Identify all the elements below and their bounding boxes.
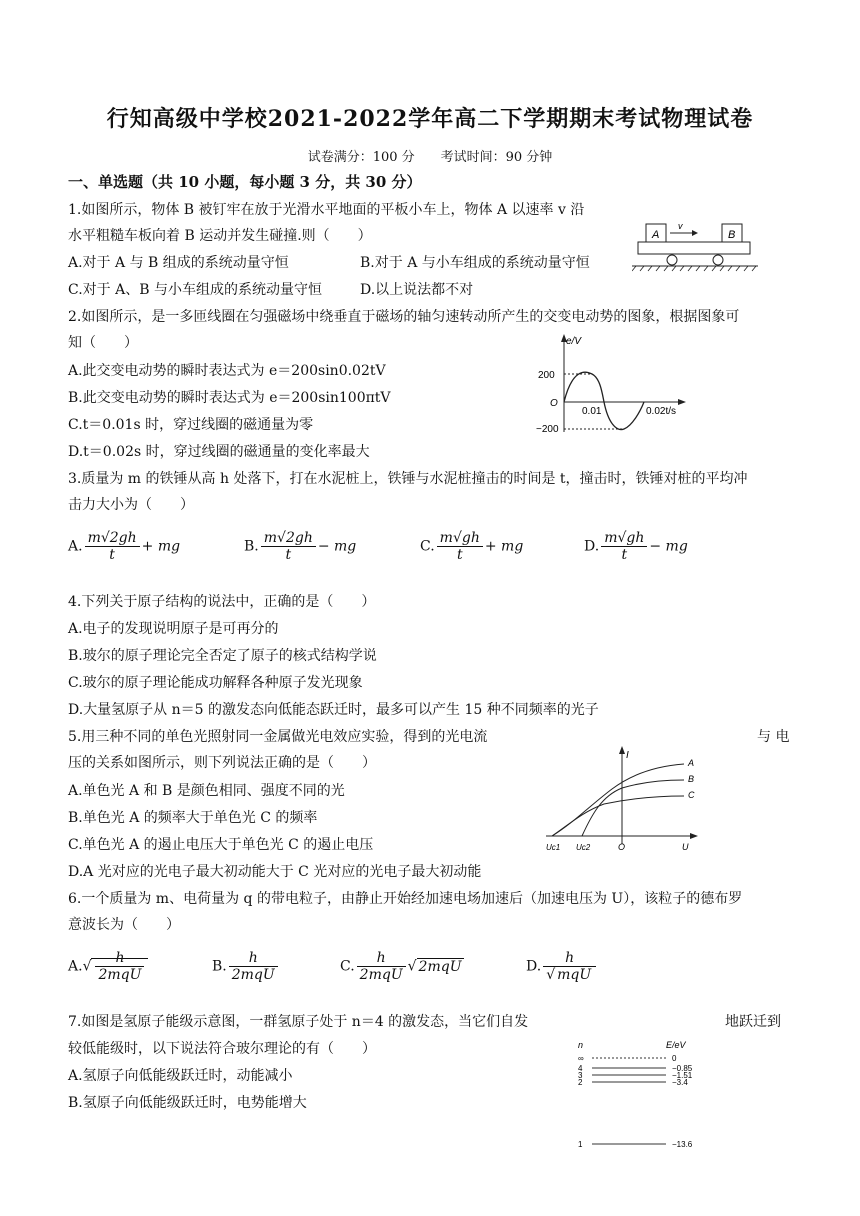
q5-option-b: B.单色光 A 的频率大于单色光 C 的频率 [68, 810, 318, 826]
energy-level-n: 1 [578, 1140, 583, 1149]
q1-fig-b: B [728, 229, 736, 241]
q1-fig-v: v [678, 221, 683, 231]
q1-fig-a: A [652, 229, 660, 241]
energy-level-value: −3.4 [672, 1078, 688, 1087]
q2-option-d: D.t＝0.02s 时，穿过线圈的磁通量的变化率最大 [68, 444, 370, 460]
q4-option-d: D.大量氢原子从 n＝5 的激发态向低能态跃迁时，最多可以产生 15 种不同频率的光子 [68, 702, 599, 718]
q2-fig-origin: O [550, 398, 558, 409]
q5-stem-line1a: 5.用三种不同的单色光照射同一金属做光电效应实验，得到的光电流 [68, 729, 488, 745]
energy-level-n: 3 [578, 1071, 583, 1080]
q5-fig-b: B [688, 774, 695, 784]
energy-level-value: −13.6 [672, 1140, 693, 1149]
q6-stem-line2: 意波长为（ ） [68, 917, 180, 933]
q1-option-c: C.对于 A、B 与小车组成的系统动量守恒 [68, 282, 322, 298]
q5-option-c: C.单色光 A 的遏止电压大于单色光 C 的遏止电压 [68, 837, 374, 853]
q6-option-c: C. $\frac{h}{\text{2mqU}}$ √ 2mqU [340, 950, 462, 983]
q6-option-b: B. $\frac{h}{\text{2mqU}}$ [212, 950, 280, 983]
q6-option-d: D. $\frac{h}{\text{√ mqU}}$ [526, 950, 598, 983]
q5-stem-line2: 压的关系如图所示，则下列说法正确的是（ ） [68, 755, 376, 771]
q3-option-a: A. $\frac{m√2gh}{t}$ + mg [68, 530, 181, 563]
energy-level-n: 4 [578, 1064, 583, 1073]
q5-fig-o: O [618, 842, 626, 852]
q3-option-b: B. $\frac{m√2gh}{t}$ − mg [244, 530, 357, 563]
q7-option-a: A.氢原子向低能级跃迁时，动能减小 [68, 1068, 293, 1084]
exam-meta: 试卷满分：100 分 考试时间：90 分钟 [307, 150, 553, 165]
q7-option-b: B.氢原子向低能级跃迁时，电势能增大 [68, 1095, 307, 1111]
q2-option-c: C.t＝0.01s 时，穿过线圈的磁通量为零 [68, 417, 314, 433]
q5-stem-line1b: 与 电 [757, 729, 790, 745]
q7-energy-level-diagram [570, 1038, 710, 1156]
q6-option-a: A.√ $\frac{h}{\text{2mqU}}$ [68, 950, 148, 983]
energy-level-n: 2 [578, 1078, 583, 1087]
q2-stem-line1: 2.如图所示，是一多匝线圈在匀强磁场中绕垂直于磁场的轴匀速转动所产生的交变电动势的图象，根据图象可 [68, 309, 740, 325]
q1-stem-line2: 水平粗糙车板向着 B 运动并发生碰撞.则（ ） [68, 228, 372, 244]
q2-emf-graph [532, 332, 692, 442]
q1-stem-line1: 1.如图所示，物体 B 被钉牢在放于光滑水平地面的平板小车上，物体 A 以速率 v 沿 [68, 202, 585, 218]
q7-stem-line2: 较低能级时，以下说法符合玻尔理论的有（ ） [68, 1041, 376, 1057]
q4-option-a: A.电子的发现说明原子是可再分的 [68, 621, 279, 637]
q3-option-c: C. $\frac{m√gh}{t}$ + mg [420, 530, 524, 563]
q2-option-b: B.此交变电动势的瞬时表达式为 e＝200sin100πtV [68, 390, 391, 406]
q2-fig-ymax: 200 [538, 370, 555, 381]
q5-fig-u: U [682, 842, 689, 852]
q1-option-b: B.对于 A 与小车组成的系统动量守恒 [360, 255, 590, 271]
q5-photocurrent-graph [542, 744, 702, 856]
page-title: 行知高级中学校2021-2022学年高二下学期期末考试物理试卷 [106, 106, 754, 132]
q2-fig-ymin: −200 [536, 424, 559, 435]
q4-stem: 4.下列关于原子结构的说法中，正确的是（ ） [68, 594, 376, 610]
section-heading: 一、单选题（共 10 小题，每小题 3 分，共 30 分） [68, 173, 422, 191]
q4-option-b: B.玻尔的原子理论完全否定了原子的核式结构学说 [68, 648, 377, 664]
q3-stem-line2: 击力大小为（ ） [68, 497, 194, 513]
q7-fig-n: n [578, 1040, 584, 1050]
energy-level-value: −1.51 [672, 1071, 693, 1080]
energy-level-value: −0.85 [672, 1064, 693, 1073]
q5-fig-i: I [626, 750, 629, 761]
q2-fig-ylabel: e/V [566, 336, 582, 347]
q5-fig-c: C [688, 790, 695, 800]
q5-fig-a: A [688, 758, 695, 768]
q5-fig-uc2: Uc2 [576, 843, 591, 852]
q2-fig-t1: 0.01 [582, 406, 602, 417]
q7-fig-unit: E/eV [666, 1040, 686, 1050]
q7-stem-line1b: 地跃迁到 [725, 1014, 781, 1030]
q2-option-a: A.此交变电动势的瞬时表达式为 e＝200sin0.02tV [68, 363, 386, 379]
energy-level-value: 0 [672, 1054, 677, 1063]
q5-option-a: A.单色光 A 和 B 是颜色相同、强度不同的光 [68, 783, 345, 799]
q3-option-d: D. $\frac{m√gh}{t}$ − mg [584, 530, 688, 563]
q3-stem-line1: 3.质量为 m 的铁锤从高 h 处落下，打在水泥桩上，铁锤与水泥桩撞击的时间是 t，撞击时，铁锤对桩的平均冲 [68, 471, 748, 487]
q7-stem-line1a: 7.如图是氢原子能级示意图，一群氢原子处于 n＝4 的激发态，当它们自发 [68, 1014, 529, 1030]
q2-stem-line2: 知（ ） [68, 335, 138, 351]
energy-level-n: ∞ [578, 1054, 584, 1063]
q6-stem-line1: 6.一个质量为 m、电荷量为 q 的带电粒子，由静止开始经加速电场加速后（加速电压为 U），该粒子的德布罗 [68, 891, 743, 907]
q1-option-d: D.以上说法都不对 [360, 282, 474, 298]
q5-fig-uc1: Uc1 [546, 843, 561, 852]
q1-cart-figure [632, 218, 762, 272]
q2-fig-t2: 0.02t/s [646, 406, 677, 417]
q4-option-c: C.玻尔的原子理论能成功解释各种原子发光现象 [68, 675, 363, 691]
q1-option-a: A.对于 A 与 B 组成的系统动量守恒 [68, 255, 289, 271]
q5-option-d: D.A 光对应的光电子最大初动能大于 C 光对应的光电子最大初动能 [68, 864, 482, 880]
